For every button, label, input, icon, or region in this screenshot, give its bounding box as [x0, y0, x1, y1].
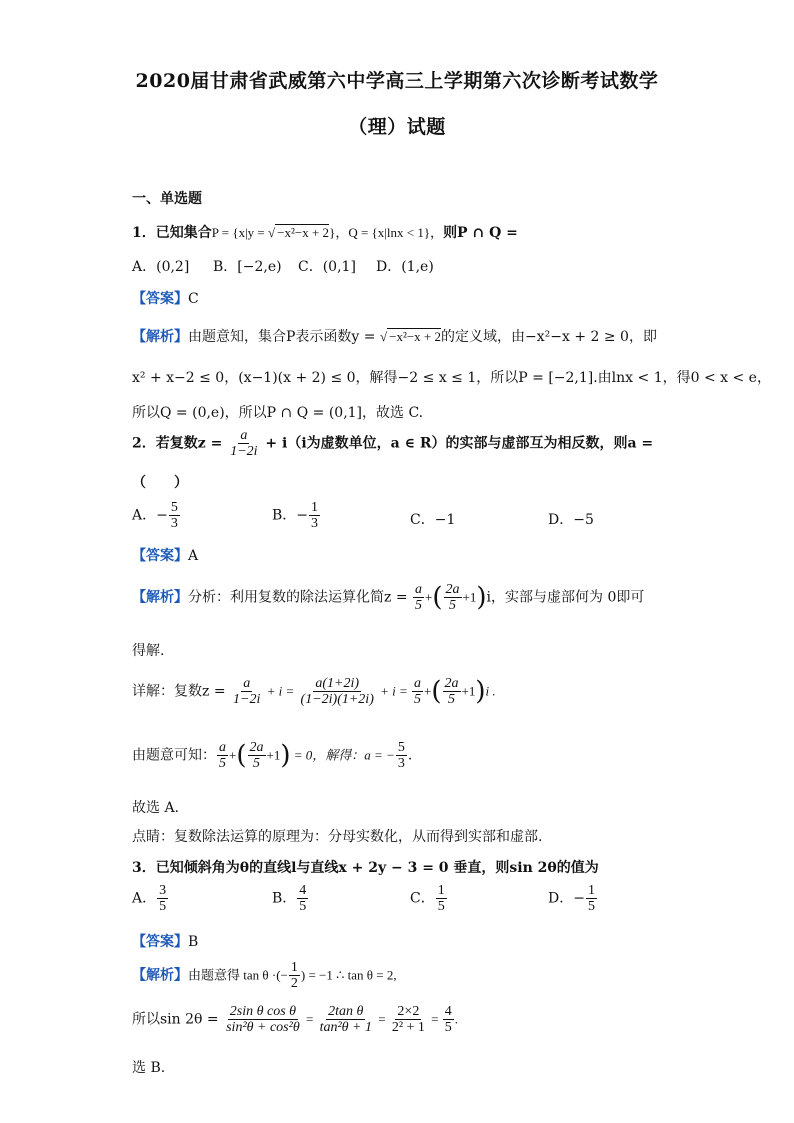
q2-analysis-cont: 得解. — [132, 643, 165, 659]
q1-analysis-line2: x² + x−2 ≤ 0，(x−1)(x + 2) ≤ 0，解得−2 ≤ x ≤ 1，所以P = [−2,1].由lnx < 1，得0 < x < e， — [132, 370, 771, 386]
q3-option-a: A． $\frac{3}{5}$ — [132, 883, 167, 914]
section-heading: 一、单选题 — [132, 191, 202, 207]
q2-option-c: C．−1 — [410, 512, 456, 528]
q2-condition: 由题意可知： $\frac{a}{5}$ +( $\frac{2a}{5}$ +1) = 0，解得：a = − $\frac{5}{3}$ . — [132, 740, 413, 771]
q1-option-a: A．(0,2] — [132, 259, 190, 275]
q2-answer: 【答案】A — [132, 548, 199, 564]
q3-option-b: B． $\frac{4}{5}$ — [272, 883, 307, 914]
document-title-line2: （理）试题 — [348, 116, 446, 138]
q3-choose: 选 B. — [132, 1060, 166, 1076]
q1-analysis-line1: 【解析】由题意知，集合P表示函数y = √ −x²−x + 2的定义域，由−x²−x + 2 ≥ 0，即 — [132, 329, 657, 345]
q2-detail: 详解：复数z = $\frac{a}{1-2i}$ + i = $\frac{a(1+2i)}{(1-2i)(1+2i)}$ + i = $\frac{a}{5}$ +( $\frac{2a}{5}$ +1)i . — [132, 676, 496, 707]
q1-option-c: C．(0,1] — [298, 259, 356, 275]
q3-option-d: D．− $\frac{1}{5}$ — [548, 883, 595, 914]
q2-option-b: B．− $\frac{1}{3}$ — [272, 500, 319, 531]
q3-analysis: 【解析】由题意得 tan θ ·(− $\frac{1}{2}$ ) = −1 ∴ tan θ = 2, — [132, 960, 397, 991]
q2-analysis: 【解析】分析：利用复数的除法运算化简z = $\frac{a}{5}$ +( $\frac{2a}{5}$ +1)i，实部与虚部何为 0即可 — [132, 582, 645, 613]
q2-paren: （ ） — [132, 475, 188, 491]
q1-analysis-line3: 所以Q = (0,e)，所以P ∩ Q = (0,1]，故选 C. — [132, 405, 424, 421]
q1-answer: 【答案】C — [132, 291, 199, 307]
question-3: 3．已知倾斜角为θ的直线l与直线x + 2y − 3 = 0 垂直，则sin 2θ的值为 — [132, 860, 599, 876]
document-title: 2020届甘肃省武威第六中学高三上学期第六次诊断考试数学 — [135, 70, 659, 92]
q1-option-b: B．[−2,e) — [213, 259, 282, 275]
q3-option-c: C． $\frac{1}{5}$ — [410, 883, 445, 914]
q2-note: 点睛：复数除法运算的原理为：分母实数化，从而得到实部和虚部. — [132, 829, 543, 845]
q2-option-a: A．− $\frac{5}{3}$ — [132, 500, 178, 531]
question-2: 2．若复数z = $\frac{a}{1-2i}$ + i（i为虚数单位，a ∈ R）的实部与虚部互为相反数，则a = — [132, 428, 654, 459]
question-1: 1．已知集合P = {x|y = √ −x²−x + 2}，Q = {x|lnx < 1}，则P ∩ Q = — [132, 225, 518, 241]
q2-choose: 故选 A. — [132, 800, 180, 816]
q2-option-d: D．−5 — [548, 512, 594, 528]
q1-option-d: D．(1,e) — [376, 259, 434, 275]
q3-derivation: 所以sin 2θ = $\frac{\text{2sin θ cos θ}}{\text{sin²θ + cos²θ}}$ = $\frac{\text{2tan θ}}{\text{tan²θ + 1}}$ = $\frac{2\times 2}{\text{2² + 1}}$ = $\frac{4}{5}$ . — [132, 1004, 459, 1035]
q3-answer: 【答案】B — [132, 934, 199, 950]
